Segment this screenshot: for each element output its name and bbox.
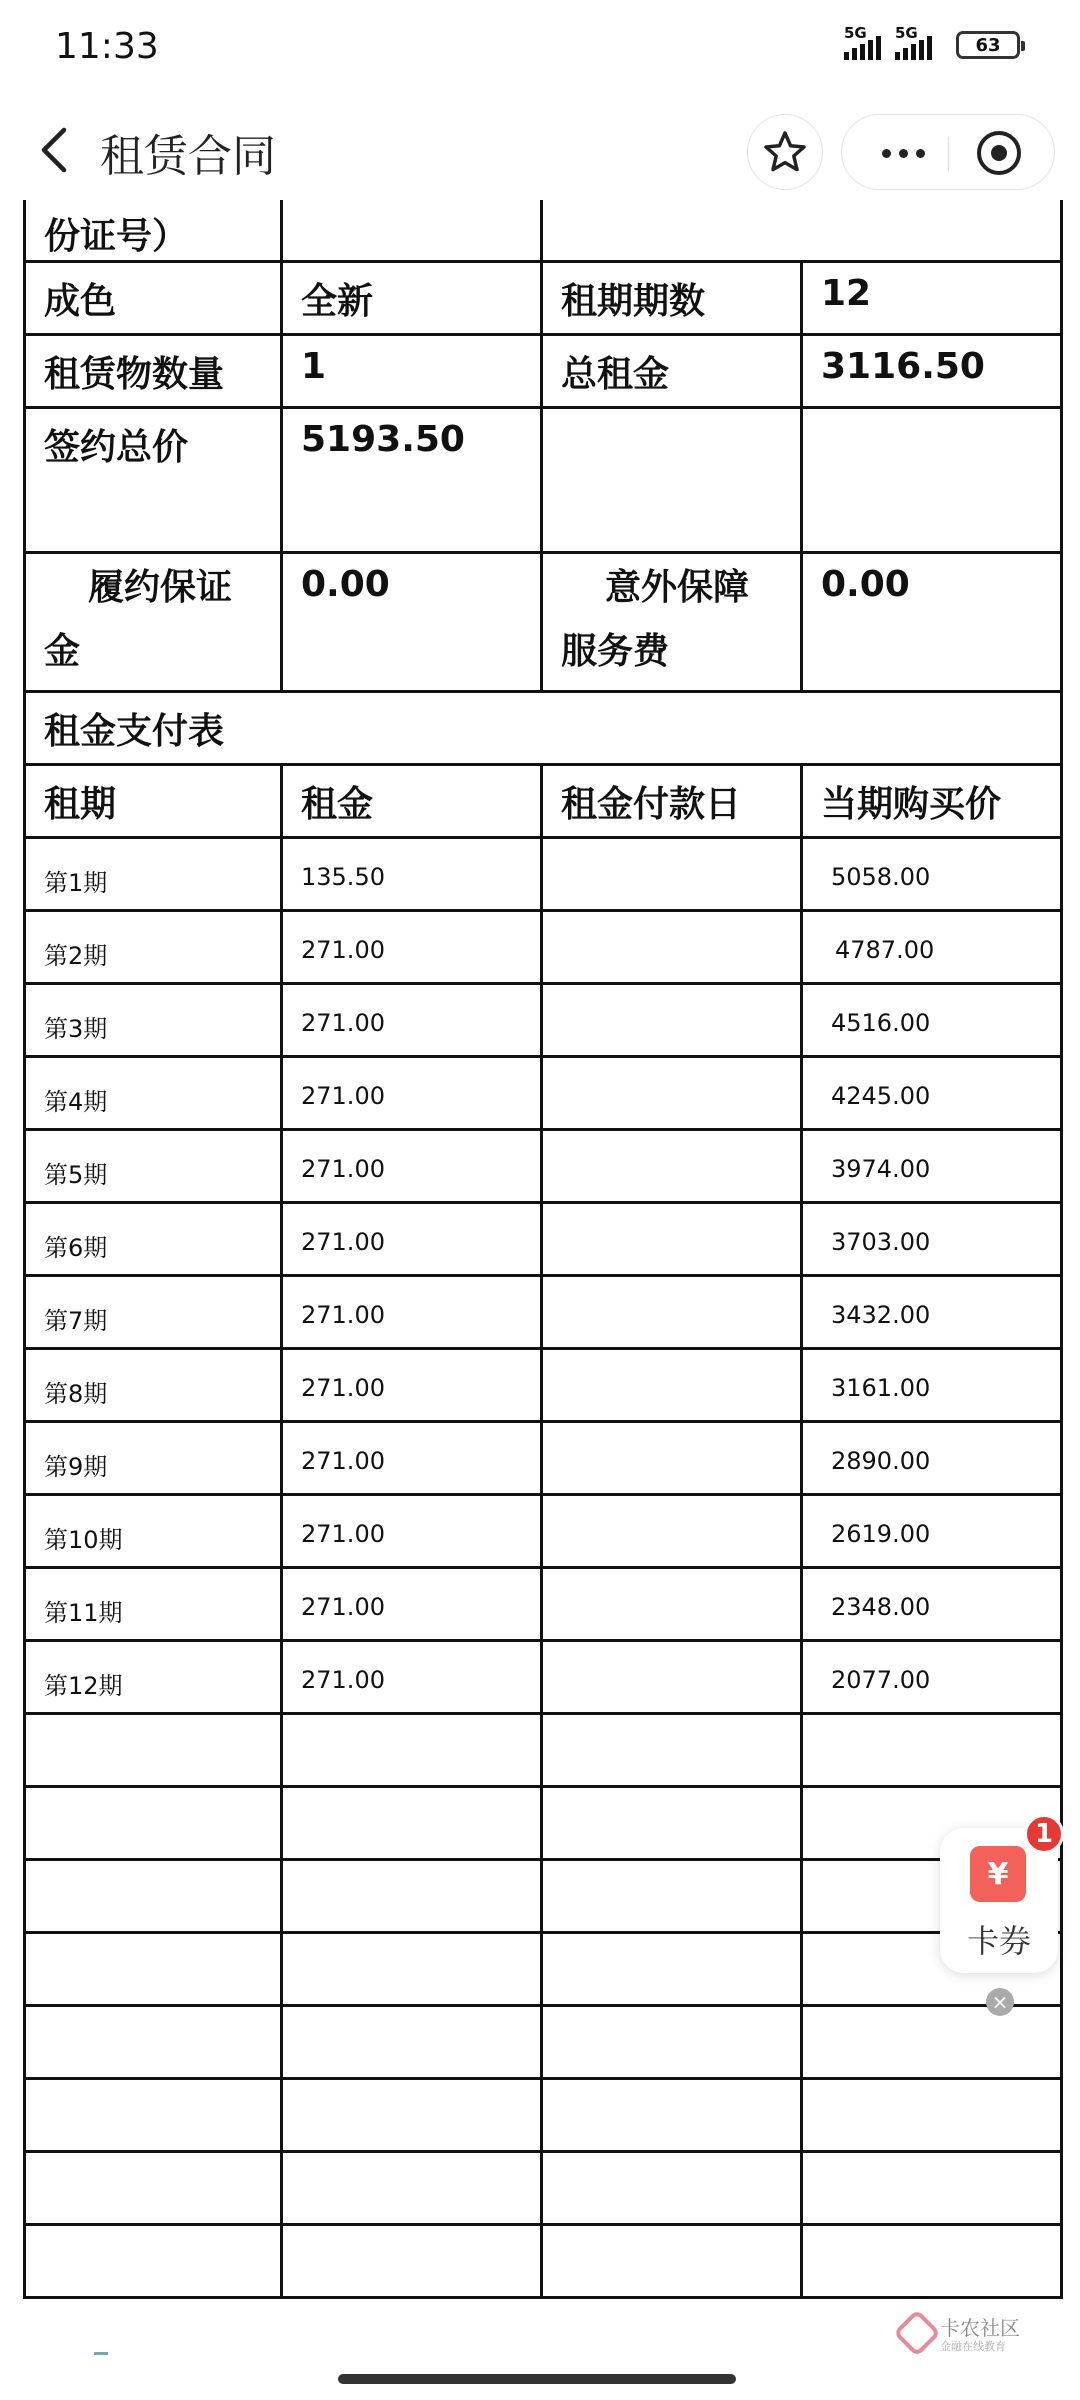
table-cell (543, 1934, 803, 2004)
price-cell: 3703.00 (803, 1204, 1063, 1274)
date-cell (543, 912, 803, 982)
rent-cell: 271.00 (283, 1277, 543, 1347)
period-cell: 第8期 (23, 1350, 283, 1420)
status-time: 11:33 (55, 26, 159, 67)
date-cell (543, 1350, 803, 1420)
price-cell: 2890.00 (803, 1423, 1063, 1493)
table-row (23, 1423, 1063, 1496)
nav-bar (0, 100, 1080, 200)
period-cell: 第10期 (23, 1496, 283, 1566)
rent-cell: 271.00 (283, 1131, 543, 1201)
table-row (23, 912, 1063, 985)
rent-cell: 271.00 (283, 1569, 543, 1639)
table-cell (283, 1715, 543, 1785)
rent-cell: 271.00 (283, 1642, 543, 1712)
table-row (23, 1569, 1063, 1642)
table-header-row (23, 766, 1063, 839)
table-cell (283, 2226, 543, 2296)
empty-table-row (23, 2080, 1063, 2153)
table-cell (543, 1861, 803, 1931)
label-quantity: 租赁物数量 (23, 336, 283, 406)
capsule-divider (948, 137, 949, 171)
empty-table-row (23, 1861, 1063, 1934)
table-cell (23, 1715, 283, 1785)
coupon-count-badge: 1 (1024, 1814, 1064, 1854)
watermark-title: 卡农社区 (940, 2316, 1020, 2340)
value-signed-total: 5193.50 (283, 409, 543, 551)
price-cell: 4245.00 (803, 1058, 1063, 1128)
back-icon[interactable] (30, 122, 86, 178)
value-quantity: 1 (283, 336, 543, 406)
table-cell (23, 1861, 283, 1931)
price-cell: 3974.00 (803, 1131, 1063, 1201)
value-total-rent: 3116.50 (803, 336, 1063, 406)
rent-cell: 271.00 (283, 1058, 543, 1128)
period-cell: 第12期 (23, 1642, 283, 1712)
table-cell (803, 2153, 1063, 2223)
empty-table-row (23, 1715, 1063, 1788)
table-cell (543, 2080, 803, 2150)
table-cell (23, 2080, 283, 2150)
column-header: 租金 (283, 766, 543, 836)
rent-cell: 271.00 (283, 1204, 543, 1274)
table-cell (283, 2080, 543, 2150)
more-icon[interactable] (868, 115, 938, 191)
price-cell: 2348.00 (803, 1569, 1063, 1639)
table-row (23, 1350, 1063, 1423)
battery-icon (956, 31, 1020, 59)
price-cell: 2077.00 (803, 1642, 1063, 1712)
date-cell (543, 1131, 803, 1201)
rent-cell: 271.00 (283, 912, 543, 982)
table-cell (283, 1934, 543, 2004)
table-cell: 份证号） (23, 200, 283, 260)
label-accident-fee: 意外保障服务费 (543, 554, 803, 690)
status-bar (0, 0, 1080, 100)
table-row (23, 1058, 1063, 1131)
rent-cell: 271.00 (283, 985, 543, 1055)
date-cell (543, 1277, 803, 1347)
watermark (900, 2312, 1020, 2358)
period-cell: 第3期 (23, 985, 283, 1055)
value-performance-deposit: 0.00 (283, 554, 543, 690)
table-cell (283, 2007, 543, 2077)
period-cell: 第1期 (23, 839, 283, 909)
period-cell: 第2期 (23, 912, 283, 982)
column-header: 租期 (23, 766, 283, 836)
table-row (23, 554, 1063, 693)
table-cell (803, 2226, 1063, 2296)
table-cell (283, 1788, 543, 1858)
column-header: 当期购买价 (803, 766, 1063, 836)
watermark-subtitle: 金融在线教育 (940, 2340, 1006, 2353)
table-row (23, 1496, 1063, 1569)
period-cell: 第6期 (23, 1204, 283, 1274)
table-cell (23, 1788, 283, 1858)
table-row (23, 263, 1063, 336)
divider (94, 2352, 108, 2355)
table-row (23, 1277, 1063, 1350)
status-icons (844, 24, 1020, 60)
date-cell (543, 1642, 803, 1712)
favorite-button[interactable] (747, 114, 823, 190)
table-cell (23, 2007, 283, 2077)
value-periods: 12 (803, 263, 1063, 333)
table-row (23, 839, 1063, 912)
watermark-logo-icon (893, 2309, 941, 2357)
rent-cell: 271.00 (283, 1496, 543, 1566)
value-condition: 全新 (283, 263, 543, 333)
home-indicator[interactable] (338, 2374, 736, 2384)
label-signed-total: 签约总价 (23, 409, 283, 551)
label-periods: 租期期数 (543, 263, 803, 333)
label-total-rent: 总租金 (543, 336, 803, 406)
label-condition: 成色 (23, 263, 283, 333)
table-cell (283, 2153, 543, 2223)
page-title: 租赁合同 (100, 131, 276, 182)
empty-table-row (23, 2007, 1063, 2080)
table-cell (23, 1934, 283, 2004)
table-cell (23, 2226, 283, 2296)
rent-cell: 271.00 (283, 1423, 543, 1493)
close-miniapp-icon[interactable] (977, 131, 1021, 175)
empty-table-row (23, 1934, 1063, 2007)
signal-5g-icon-2: 5G (895, 30, 932, 60)
battery-level: 63 (975, 34, 1001, 56)
price-cell: 5058.00 (803, 839, 1063, 909)
date-cell (543, 1423, 803, 1493)
table-row (23, 409, 1063, 554)
table-row (23, 1642, 1063, 1715)
table-cell (543, 200, 1063, 260)
value-accident-fee: 0.00 (803, 554, 1063, 690)
price-cell: 4516.00 (803, 985, 1063, 1055)
date-cell (543, 985, 803, 1055)
date-cell (543, 1496, 803, 1566)
rent-cell: 271.00 (283, 1350, 543, 1420)
close-icon[interactable]: × (986, 1988, 1014, 2016)
label-performance-deposit: 履约保证金 (23, 554, 283, 690)
table-cell (283, 1861, 543, 1931)
table-row (23, 1204, 1063, 1277)
table-row-fragment (23, 200, 1063, 263)
period-cell: 第5期 (23, 1131, 283, 1201)
table-cell (803, 1715, 1063, 1785)
contract-table (23, 200, 1063, 2299)
empty-table-row (23, 2153, 1063, 2226)
table-cell (543, 1788, 803, 1858)
date-cell (543, 1569, 803, 1639)
table-cell (543, 2007, 803, 2077)
table-row (23, 693, 1063, 766)
column-header: 租金付款日 (543, 766, 803, 836)
rent-cell: 135.50 (283, 839, 543, 909)
table-cell (543, 2153, 803, 2223)
table-cell (543, 409, 803, 551)
table-cell (283, 200, 543, 260)
period-cell: 第7期 (23, 1277, 283, 1347)
coupon-icon: ¥ (970, 1846, 1026, 1902)
signal-5g-icon-1: 5G (844, 30, 881, 60)
contract-scroll-area[interactable] (0, 200, 1080, 2330)
star-icon (762, 129, 808, 175)
date-cell (543, 1204, 803, 1274)
table-cell (23, 2153, 283, 2223)
coupon-label: 卡券 (966, 1922, 1031, 1960)
period-cell: 第11期 (23, 1569, 283, 1639)
date-cell (543, 839, 803, 909)
table-cell (803, 409, 1063, 551)
period-cell: 第4期 (23, 1058, 283, 1128)
table-row (23, 985, 1063, 1058)
price-cell: 3161.00 (803, 1350, 1063, 1420)
date-cell (543, 1058, 803, 1128)
table-cell (543, 1715, 803, 1785)
table-row (23, 1131, 1063, 1204)
miniapp-capsule (841, 114, 1055, 190)
price-cell: 4787.00 (803, 912, 1063, 982)
table-row (23, 336, 1063, 409)
schedule-title: 租金支付表 (23, 693, 1063, 763)
table-cell (803, 2080, 1063, 2150)
empty-table-row (23, 1788, 1063, 1861)
price-cell: 2619.00 (803, 1496, 1063, 1566)
price-cell: 3432.00 (803, 1277, 1063, 1347)
table-cell (543, 2226, 803, 2296)
table-cell (803, 2007, 1063, 2077)
empty-table-row (23, 2226, 1063, 2299)
period-cell: 第9期 (23, 1423, 283, 1493)
